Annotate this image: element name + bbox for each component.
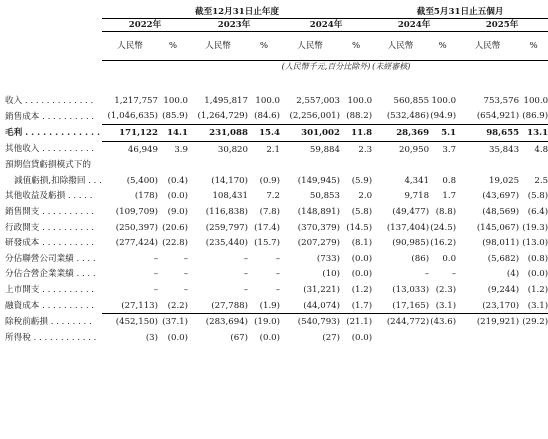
- percent-cell: 5.1: [429, 125, 456, 142]
- amount-cell: (654,921): [456, 109, 519, 125]
- row-label: [2, 251, 102, 267]
- row-label-text: 研發成本: [5, 238, 40, 249]
- percent-cell: (6.4): [527, 206, 548, 217]
- amount-cell: (148,891): [297, 206, 340, 217]
- percent-cell: (0.0): [167, 191, 188, 202]
- percent-cell: (21.1): [346, 317, 373, 328]
- percent-cell: (0.0): [167, 332, 188, 343]
- row-label: [2, 235, 102, 251]
- amount-cell: (2,256,001): [280, 109, 340, 125]
- amount-cell: 753,576: [483, 95, 520, 106]
- percent-cell: (0.4): [167, 175, 188, 186]
- amount-cell: (1,046,635): [102, 109, 158, 125]
- percent-cell: 0.0: [442, 253, 457, 264]
- percent-cell: (9.0): [167, 206, 188, 217]
- amount-cell: [456, 157, 519, 173]
- percent-cell: 4.8: [534, 144, 548, 155]
- row-label: [2, 125, 102, 142]
- amount-cell: (733): [316, 253, 340, 264]
- amount-cell: (219,921): [476, 317, 520, 328]
- amount-cell: [280, 157, 340, 173]
- leader-dots: . . . . . . . . . .: [39, 222, 95, 233]
- percent-cell: 7.2: [266, 191, 280, 202]
- percent-cell: 14.1: [158, 125, 188, 142]
- year-header-2024-5m: 2024年: [372, 19, 456, 32]
- period-header-fiscal-year: 截至12月31日止年度: [195, 6, 280, 17]
- amount-cell: (145,067): [476, 222, 520, 233]
- row-label: [2, 330, 102, 346]
- currency-header: 人民幣: [188, 32, 248, 61]
- percent-cell: 2.0: [358, 191, 373, 202]
- amount-cell: (244,772): [386, 317, 430, 328]
- amount-cell: (10): [322, 269, 340, 280]
- unaudited-note: (未經審核): [372, 62, 411, 71]
- amount-cell: (43,697): [482, 191, 520, 202]
- row-label-text: 其他收益及虧損: [5, 191, 66, 202]
- row-label: [2, 282, 102, 298]
- amount-cell: (1,264,729): [188, 109, 248, 125]
- percent-cell: [429, 157, 456, 173]
- income-statement-table: [2, 5, 548, 346]
- amount-cell: 28,369: [372, 125, 429, 142]
- leader-dots: . . . . . . . . . .: [39, 238, 95, 249]
- percent-cell: 1.7: [442, 191, 457, 202]
- percent-cell: –: [275, 284, 280, 295]
- row-label-text: 所得稅: [5, 332, 31, 343]
- percent-cell: [248, 157, 280, 173]
- currency-header: 人民幣: [280, 32, 340, 61]
- row-label-text: 上市開支: [5, 284, 40, 295]
- amount-cell: (48,569): [482, 206, 520, 217]
- percent-cell: (5.9): [351, 175, 373, 186]
- amount-cell: (109,709): [115, 206, 158, 217]
- table-row: [2, 141, 548, 157]
- row-label-text: 行政開支: [5, 222, 40, 233]
- amount-cell: (540,793): [297, 317, 340, 328]
- percent-cell: [519, 157, 548, 173]
- leader-dots: . . . . . . . . . .: [39, 300, 95, 311]
- amount-cell: 108,431: [212, 191, 248, 202]
- amount-cell: 30,820: [217, 144, 248, 155]
- amount-cell: [102, 157, 158, 173]
- amount-cell: [372, 157, 429, 173]
- leader-dots: . . . .: [73, 253, 96, 264]
- percent-cell: –: [183, 284, 188, 295]
- percent-cell: (1.2): [351, 284, 373, 295]
- percent-cell: (16.2): [430, 238, 457, 249]
- amount-cell: 59,884: [309, 144, 340, 155]
- amount-cell: (27,113): [102, 298, 158, 314]
- percent-cell: [158, 157, 188, 173]
- row-label: [2, 298, 102, 314]
- percent-header: %: [158, 32, 188, 61]
- percent-cell: (8.1): [351, 238, 373, 249]
- amount-cell: (17,165): [372, 298, 429, 314]
- percent-cell: 100.0: [163, 95, 188, 106]
- percent-cell: (0.0): [351, 253, 373, 264]
- percent-cell: (0.0): [351, 332, 373, 343]
- percent-cell: (88.2): [340, 109, 372, 125]
- amount-cell: [188, 157, 248, 173]
- amount-cell: (98,011): [482, 238, 520, 249]
- period-header-five-months: 截至5月31日止五個月: [416, 6, 504, 17]
- leader-dots: . . . . . . . . . .: [39, 144, 95, 155]
- leader-dots: . . . . . . . . . .: [39, 111, 95, 122]
- percent-cell: (37.1): [162, 317, 188, 328]
- percent-cell: (22.8): [162, 238, 188, 249]
- amount-cell: (44,074): [280, 298, 340, 314]
- percent-cell: (24.5): [430, 222, 457, 233]
- row-label: [2, 157, 102, 173]
- percent-cell: (8.8): [435, 206, 457, 217]
- percent-cell: (3.1): [519, 298, 548, 314]
- table-row: [2, 267, 548, 283]
- amount-cell: (27,788): [188, 298, 248, 314]
- amount-cell: (116,838): [205, 206, 248, 217]
- amount-cell: 2,557,003: [296, 95, 340, 106]
- amount-cell: (532,486): [372, 109, 429, 125]
- percent-header: %: [248, 32, 280, 61]
- amount-cell: –: [153, 284, 158, 295]
- percent-cell: (5.8): [351, 206, 373, 217]
- amount-cell: 301,002: [280, 125, 340, 142]
- leader-dots: . . . . .: [65, 191, 93, 202]
- leader-dots: . . . . . . . . . . . .: [30, 332, 97, 343]
- percent-cell: –: [275, 253, 280, 264]
- percent-cell: –: [183, 269, 188, 280]
- percent-cell: (1.9): [248, 298, 280, 314]
- row-label: [2, 141, 102, 157]
- percent-cell: (86.9): [519, 109, 548, 125]
- percent-cell: 100.0: [431, 95, 457, 106]
- table-row: [2, 157, 548, 173]
- amount-cell: (452,150): [115, 317, 158, 328]
- table-row: [2, 251, 548, 267]
- leader-dots: . . . .: [73, 269, 96, 280]
- currency-header: 人民幣: [456, 32, 519, 61]
- percent-cell: 100.0: [523, 95, 548, 106]
- leader-dots: . . . . . . . .: [47, 316, 92, 327]
- table-row: [2, 204, 548, 220]
- leader-dots: . . . . . . . . . . . . .: [22, 95, 94, 106]
- row-label-text: 銷售開支: [5, 206, 40, 217]
- percent-cell: 100.0: [347, 95, 373, 106]
- amount-cell: 231,088: [188, 125, 248, 142]
- percent-header: %: [340, 32, 372, 61]
- year-header-2025-5m: 2025年: [456, 19, 548, 32]
- percent-cell: (1.7): [340, 298, 372, 314]
- percent-cell: [429, 330, 456, 346]
- percent-cell: (1.2): [527, 284, 548, 295]
- percent-cell: (0.0): [351, 269, 373, 280]
- percent-cell: (14.5): [346, 222, 373, 233]
- amount-cell: 20,950: [399, 144, 430, 155]
- amount-cell: (207,279): [297, 238, 340, 249]
- table-row: [2, 93, 548, 109]
- row-label-text: 融資成本: [5, 300, 40, 311]
- unit-note: (人民幣千元,百分比除外): [281, 62, 371, 71]
- amount-cell: (90,985): [392, 238, 430, 249]
- amount-cell: (178): [134, 191, 158, 202]
- percent-cell: –: [275, 269, 280, 280]
- amount-cell: (49,477): [392, 206, 430, 217]
- amount-cell: (259,797): [205, 222, 248, 233]
- percent-cell: (2.3): [435, 284, 457, 295]
- row-label: [2, 173, 102, 189]
- percent-cell: 2.3: [358, 144, 373, 155]
- amount-cell: 4,341: [404, 175, 430, 186]
- percent-cell: (7.8): [259, 206, 280, 217]
- percent-cell: (15.7): [254, 238, 280, 249]
- amount-cell: 50,853: [309, 191, 340, 202]
- percent-cell: [340, 157, 372, 173]
- amount-cell: (27): [322, 332, 340, 343]
- percent-cell: (85.9): [158, 109, 188, 125]
- row-label-text: 收入: [5, 95, 23, 106]
- percent-cell: (43.6): [430, 317, 457, 328]
- table-row: [2, 109, 548, 125]
- row-label-text: 除稅前虧損: [5, 316, 48, 327]
- leader-dots: . . .: [85, 175, 102, 186]
- amount-cell: (137,404): [386, 222, 430, 233]
- row-label: [2, 189, 102, 205]
- percent-cell: 11.8: [340, 125, 372, 142]
- row-label-text: 其他收入: [5, 144, 40, 155]
- amount-cell: (3): [145, 332, 158, 343]
- amount-cell: –: [153, 253, 158, 264]
- amount-cell: (235,440): [205, 238, 248, 249]
- amount-cell: –: [424, 269, 430, 280]
- amount-cell: (9,244): [487, 284, 520, 295]
- year-header-2024: 2024年: [280, 19, 372, 32]
- percent-cell: (94.9): [429, 109, 456, 125]
- amount-cell: –: [243, 284, 248, 295]
- percent-cell: (0.0): [527, 269, 548, 280]
- percent-cell: 2.5: [534, 175, 548, 186]
- amount-cell: (67): [230, 332, 248, 343]
- table-row: [2, 330, 548, 346]
- table-row: [2, 220, 548, 236]
- table-row: [2, 125, 548, 142]
- amount-cell: (31,221): [303, 284, 340, 295]
- row-label-text: 分佔聯營公司業績: [5, 253, 74, 264]
- percent-cell: –: [183, 253, 188, 264]
- leader-dots: . . . . . . . . . . . . .: [22, 127, 100, 138]
- amount-cell: (5,400): [126, 175, 158, 186]
- percent-cell: (29.2): [522, 317, 548, 328]
- amount-cell: (283,694): [205, 317, 248, 328]
- amount-cell: 1,495,817: [204, 95, 248, 106]
- amount-cell: (23,170): [456, 298, 519, 314]
- leader-dots: . . . . . . . . . .: [39, 284, 95, 295]
- amount-cell: 46,949: [127, 144, 158, 155]
- amount-cell: –: [153, 269, 158, 280]
- amount-cell: –: [243, 253, 248, 264]
- percent-cell: (0.0): [259, 332, 280, 343]
- row-label: [2, 204, 102, 220]
- amount-cell: (5,682): [487, 253, 520, 264]
- amount-cell: (277,424): [115, 238, 158, 249]
- row-label-text: 減值虧損,扣除撥回: [14, 175, 86, 186]
- row-label-text: 毛利: [5, 127, 23, 138]
- row-label-text: 銷售成本: [5, 111, 40, 122]
- amount-cell: 171,122: [102, 125, 158, 142]
- amount-cell: (86): [411, 253, 430, 264]
- table-body: [2, 93, 548, 346]
- currency-header: 人民幣: [372, 32, 429, 61]
- row-label: [2, 93, 102, 109]
- year-header-2023: 2023年: [188, 19, 280, 32]
- percent-cell: 13.1: [519, 125, 548, 142]
- amount-cell: (370,379): [297, 222, 340, 233]
- amount-cell: 1,217,757: [114, 95, 158, 106]
- amount-cell: (250,397): [115, 222, 158, 233]
- percent-cell: –: [451, 269, 457, 280]
- amount-cell: –: [243, 269, 248, 280]
- percent-cell: (19.3): [522, 222, 548, 233]
- percent-cell: (17.4): [254, 222, 280, 233]
- row-label-text: 預期信貸虧損模式下的: [5, 160, 91, 171]
- percent-cell: (13.0): [522, 238, 548, 249]
- amount-cell: (13,033): [392, 284, 430, 295]
- table-row: [2, 173, 548, 189]
- amount-cell: 560,855: [393, 95, 430, 106]
- percent-cell: 2.1: [266, 144, 280, 155]
- amount-cell: 98,655: [456, 125, 519, 142]
- percent-cell: (0.9): [259, 175, 280, 186]
- year-header-2022: 2022年: [102, 19, 188, 32]
- percent-cell: 0.8: [442, 175, 457, 186]
- table-row: [2, 235, 548, 251]
- percent-cell: (3.1): [429, 298, 456, 314]
- percent-cell: 3.9: [174, 144, 188, 155]
- percent-cell: (5.8): [527, 191, 548, 202]
- row-label: [2, 109, 102, 125]
- percent-cell: (84.6): [248, 109, 280, 125]
- percent-header: %: [519, 32, 548, 61]
- amount-cell: 19,025: [489, 175, 520, 186]
- percent-cell: [519, 330, 548, 346]
- table-row: [2, 298, 548, 314]
- percent-cell: (0.8): [527, 253, 548, 264]
- percent-cell: (19.0): [254, 317, 280, 328]
- amount-cell: 9,718: [404, 191, 430, 202]
- table-row: [2, 282, 548, 298]
- currency-header: 人民幣: [102, 32, 158, 61]
- percent-cell: (2.2): [158, 298, 188, 314]
- percent-cell: (20.6): [162, 222, 188, 233]
- amount-cell: [372, 330, 429, 346]
- percent-cell: 15.4: [248, 125, 280, 142]
- amount-cell: (149,945): [297, 175, 340, 186]
- row-label: [2, 314, 102, 330]
- percent-header: %: [429, 32, 456, 61]
- row-label: [2, 220, 102, 236]
- amount-cell: 35,843: [489, 144, 520, 155]
- table-row: [2, 189, 548, 205]
- percent-cell: 100.0: [255, 95, 280, 106]
- percent-cell: 3.7: [442, 144, 457, 155]
- row-label-text: 分佔合營企業業績: [5, 269, 74, 280]
- leader-dots: . . . . . . . . . .: [39, 206, 95, 217]
- row-label: [2, 267, 102, 283]
- table-row: [2, 314, 548, 330]
- amount-cell: (14,170): [211, 175, 248, 186]
- amount-cell: [456, 330, 519, 346]
- amount-cell: (4): [506, 269, 520, 280]
